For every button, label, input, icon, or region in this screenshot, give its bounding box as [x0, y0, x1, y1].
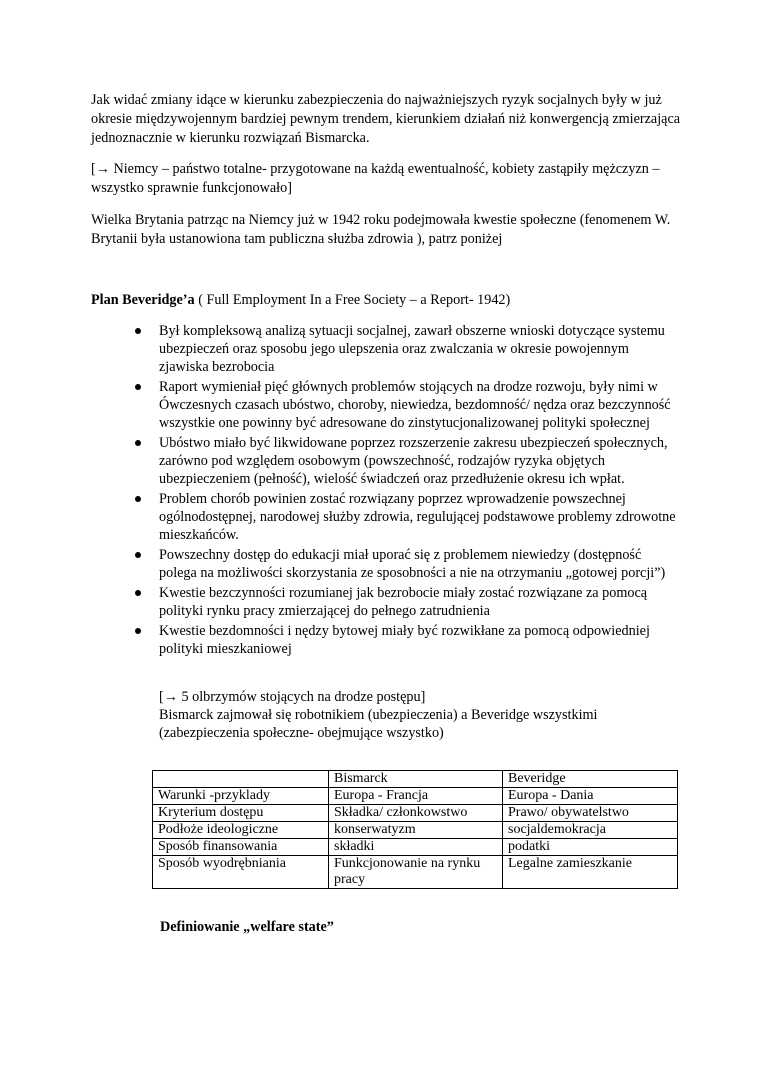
table-header-row [153, 771, 678, 788]
list-item-text: Kwestie bezdomności i nędzy bytowej miały być rozwikłane za pomocą odpowiedniej polityki mieszkaniowej [159, 623, 650, 657]
table-cell: Europa - Dania [503, 788, 678, 805]
plan-subtitle: ( Full Employment In a Free Society – a Report- 1942) [194, 292, 511, 308]
paragraph-intro: Jak widać zmiany idące w kierunku zabezpieczenia do najważniejszych ryzyk socjalnych były w już okresie międzywojennym bardziej pewnym trendem, kierunkiem działań niż konwergencją zmierzająca jednoznacznie w kierunku rozwiązań Bismarcka. [91, 92, 681, 146]
plan-title: Plan Beveridge’a [91, 292, 195, 308]
note-five-giants: [→ 5 olbrzymów stojących na drodze postępu] [159, 689, 426, 705]
table-cell: Sposób wyodrębniania [153, 856, 329, 889]
table-cell: składki [329, 839, 503, 856]
table-cell: Składka/ członkowstwo [329, 805, 503, 822]
section-heading-welfare-state: Definiowanie „welfare state” [160, 919, 334, 935]
table-cell: Europa - Francja [329, 788, 503, 805]
table-cell: Warunki -przyklady [153, 788, 329, 805]
list-item [132, 434, 677, 488]
list-item-text: Ubóstwo miało być likwidowane poprzez rozszerzenie zakresu ubezpieczeń społecznych, zarówno pod względem osobowym (powszechność, rodzajów ryzyka objętych ubezpieczeniem (pełność), wielość świadczeń oraz przedłużenie okresu ich wpłat. [159, 435, 668, 487]
section-heading-plan [91, 291, 681, 310]
table-row [153, 788, 678, 805]
table-cell: podatki [503, 839, 678, 856]
list-item [132, 490, 677, 544]
table-header-cell: Bismarck [329, 771, 503, 788]
table-cell: Sposób finansowania [153, 839, 329, 856]
table-row [153, 822, 678, 839]
list-item-text: Kwestie bezczynności rozumianej jak bezrobocie miały zostać rozwiązane za pomocą polityki rynku pracy zmierzającej do pełnego zatrudnienia [159, 585, 648, 619]
bullet-icon [135, 590, 141, 596]
bullet-icon [135, 328, 141, 334]
table-row [153, 839, 678, 856]
list-item [132, 322, 677, 376]
table-cell: socjaldemokracja [503, 822, 678, 839]
table-cell: Legalne zamieszkanie [503, 856, 678, 889]
list-item-text: Problem chorób powinien zostać rozwiązany poprzez wprowadzenie powszechnej ogólnodostępnej, narodowej służby zdrowia, regulującej podstawowe problemy zdrowotne mieszkańców. [159, 491, 676, 543]
table-cell: Funkcjonowanie na rynku pracy [329, 856, 503, 889]
paragraph-great-britain: Wielka Brytania patrząc na Niemcy już w 1942 roku podejmowała kwestie społeczne (fenomenem W. Brytanii była ustanowiona tam publiczna służba zdrowia ), patrz poniżej [91, 212, 671, 247]
bullet-icon [135, 552, 141, 558]
bullet-icon [135, 628, 141, 634]
list-item-text: Raport wymieniał pięć głównych problemów stojących na drodze rozwoju, były nimi w Ówczesnych czasach ubóstwo, choroby, niewiedza, bezdomność/ nędza oraz bezczynność wszystkie one powinny być adresowane do zinstytucjonalizowanej polityki społecznej [159, 379, 671, 431]
table-cell: Podłoże ideologiczne [153, 822, 329, 839]
plan-bullet-list [132, 322, 677, 660]
list-item-text: Powszechny dostęp do edukacji miał uporać się z problemem niewiedzy (dostępność polega na możliwości skorzystania ze sposobności a nie na otrzymaniu „gotowej porcji”) [159, 547, 666, 581]
comparison-table [152, 770, 678, 889]
list-item [132, 584, 677, 620]
list-item-text: Był kompleksową analizą sytuacji socjalnej, zawarł obszerne wnioski dotyczące systemu ubezpieczeń oraz sposobu jego ulepszenia oraz zwalczania w okresie powojennym zjawiska bezrobocia [159, 323, 665, 375]
bullet-icon [135, 496, 141, 502]
table-cell: konserwatyzm [329, 822, 503, 839]
bullet-icon [135, 440, 141, 446]
list-item [132, 622, 677, 658]
paragraph-germany-note: [→ Niemcy – państwo totalne- przygotowane na każdą ewentualność, kobiety zastąpiły mężczyzn – wszystko sprawnie funkcjonowało] [91, 161, 660, 196]
list-item [132, 546, 677, 582]
table-header-cell [153, 771, 329, 788]
note-social-security: (zabezpieczenia społeczne- obejmujące wszystko) [159, 725, 444, 741]
bullet-icon [135, 384, 141, 390]
note-bismarck-beveridge: Bismarck zajmował się robotnikiem (ubezpieczenia) a Beveridge wszystkimi [159, 707, 598, 723]
table-cell: Kryterium dostępu [153, 805, 329, 822]
table-row [153, 805, 678, 822]
table-header-cell: Beveridge [503, 771, 678, 788]
table-row [153, 856, 678, 889]
table-cell: Prawo/ obywatelstwo [503, 805, 678, 822]
list-item [132, 378, 677, 432]
